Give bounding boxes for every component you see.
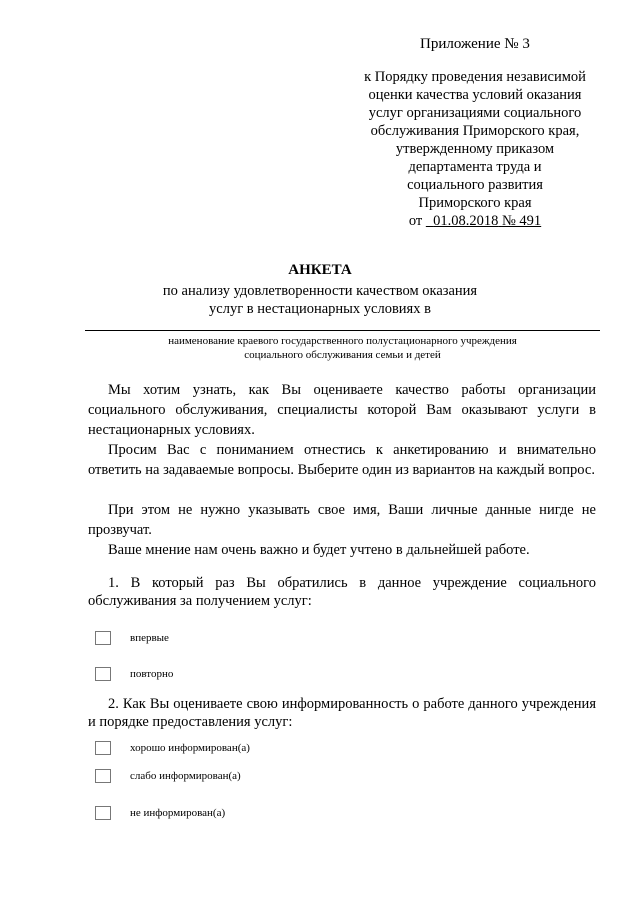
intro-paragraph: При этом не нужно указывать свое имя, Ваши личные данные нигде не прозвучат. — [88, 502, 596, 538]
option-label: не информирован(а) — [130, 807, 226, 819]
intro-paragraph: Ваше мнение нам очень важно и будет учтено в дальнейшей работе. — [108, 542, 530, 558]
order-date-line — [340, 212, 610, 230]
order-reference — [340, 68, 610, 212]
option-label: хорошо информирован(а) — [130, 742, 250, 754]
question-2-option-not-informed[interactable] — [95, 805, 226, 821]
subtitle-line: услуг в нестационарных условиях в — [209, 301, 431, 317]
option-label: повторно — [130, 668, 174, 680]
order-line: Приморского края — [418, 195, 532, 211]
intro-paragraph: Просим Вас с пониманием отнестись к анкетированию и внимательно ответить на задаваемые вопросы. Выберите один из вариантов на каждый вопрос. — [88, 442, 596, 478]
order-number: № 491 — [501, 213, 542, 229]
question-2-option-well-informed[interactable] — [95, 740, 250, 756]
question-1-option-repeat[interactable] — [95, 666, 174, 682]
order-line: к Порядку проведения независимой — [364, 69, 586, 85]
subtitle-line: по анализу удовлетворенности качеством оказания — [162, 283, 478, 299]
option-label: впервые — [130, 632, 169, 644]
appendix-label: Приложение № 3 — [420, 36, 530, 52]
checkbox[interactable] — [95, 667, 111, 681]
date-prefix: от — [408, 213, 423, 229]
checkbox[interactable] — [95, 806, 111, 820]
order-line: услуг организациями социального — [368, 105, 582, 121]
order-line: департамента труда и — [408, 159, 542, 175]
order-line: социального развития — [407, 177, 543, 193]
intro-paragraph: Мы хотим узнать, как Вы оцениваете качество работы организации социального обслуживания, специалисты которой Вам оказывают услуги в нестационарных условиях. — [88, 382, 596, 438]
order-line: обслуживания Приморского края, — [370, 123, 580, 139]
question-1-text: 1. В который раз Вы обратились в данное учреждение социального обслуживания за получением услуг: — [88, 575, 596, 609]
document-subtitle — [0, 282, 640, 318]
caption-line: наименование краевого государственного полустационарного учреждения — [168, 335, 517, 347]
document-title: АНКЕТА — [288, 262, 352, 278]
order-date: 01.08.2018 № 491 — [433, 213, 542, 229]
order-line: утвержденному приказом — [395, 141, 555, 157]
checkbox[interactable] — [95, 741, 111, 755]
caption-line: социального обслуживания семьи и детей — [244, 349, 441, 361]
question-1-option-first-time[interactable] — [95, 630, 169, 646]
checkbox[interactable] — [95, 631, 111, 645]
institution-blank-line[interactable] — [85, 330, 600, 331]
question-2-text: 2. Как Вы оцениваете свою информированность о работе данного учреждения и порядке предоставления услуг: — [88, 696, 596, 730]
question-2-option-poorly-informed[interactable] — [95, 768, 241, 784]
option-label: слабо информирован(а) — [130, 770, 241, 782]
checkbox[interactable] — [95, 769, 111, 783]
institution-caption — [85, 334, 600, 362]
order-line: оценки качества условий оказания — [368, 87, 582, 103]
